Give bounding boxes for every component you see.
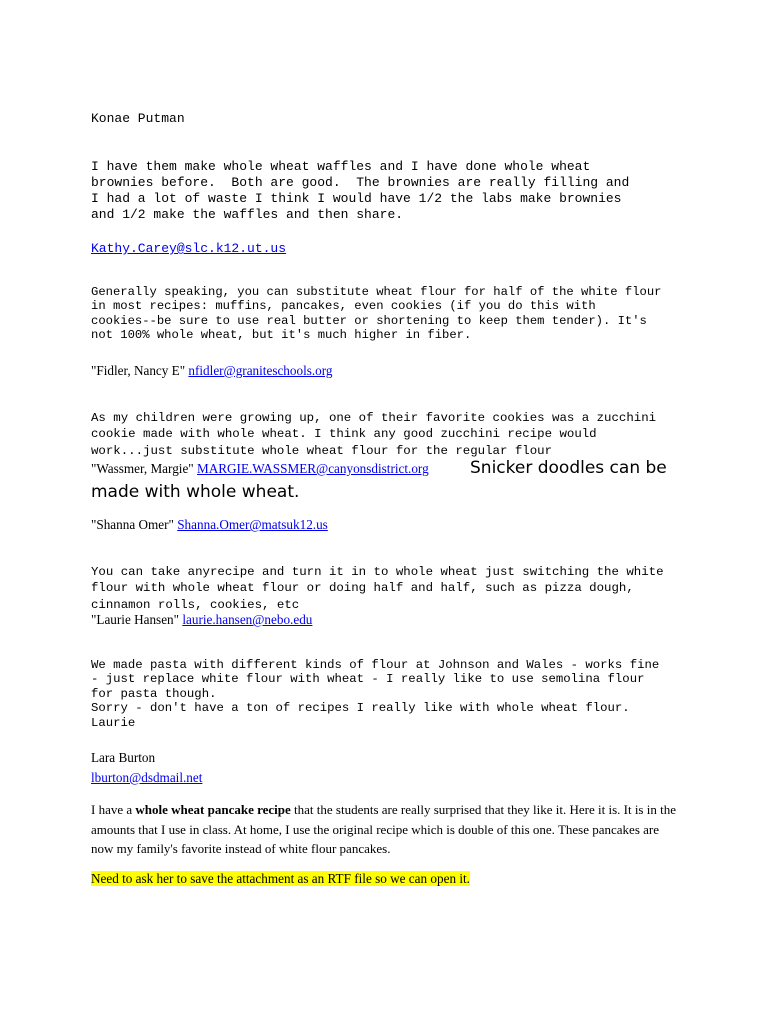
- fidler-line: work...just substitute whole wheat flour for the regular flour: [91, 443, 553, 458]
- burton-note-highlight: Need to ask her to save the attachment as an RTF file so we can open it.: [91, 871, 470, 886]
- omer-line: You can take anyrecipe and turn it in to whole wheat just switching the white: [91, 564, 664, 579]
- hansen-line: Sorry - don't have a ton of recipes I really like with whole wheat flour.: [91, 701, 630, 716]
- hansen-name: "Laurie Hansen": [91, 612, 180, 627]
- burton-name: Lara Burton: [91, 750, 156, 765]
- burton-para-pre: I have a: [91, 802, 136, 817]
- konae-name: Konae Putman: [91, 111, 185, 126]
- hansen-line: We made pasta with different kinds of flour at Johnson and Wales - works fine: [91, 657, 660, 672]
- burton-para-post: that the students are really surprised that they like it. Here it is. It is in the amounts that I use in class. At home, I use the original recipe which is double of this one. These pancakes are now my family's favorite instead of white flour pancakes.: [91, 802, 676, 856]
- omer-header: [91, 517, 328, 533]
- hansen-message: [91, 643, 659, 745]
- fidler-line: As my children were growing up, one of their favorite cookies was a zucchini: [91, 410, 657, 425]
- kathy-line: cookies--be sure to use real butter or shortening to keep them tender). It's: [91, 313, 647, 328]
- hansen-email-link[interactable]: laurie.hansen@nebo.edu: [182, 612, 313, 627]
- wassmer-message-part2: made with whole wheat.: [91, 482, 300, 502]
- hansen-line: Laurie: [91, 715, 136, 730]
- burton-email-link[interactable]: lburton@dsdmail.net: [91, 770, 203, 785]
- konae-line: I have them make whole wheat waffles and I have done whole wheat: [91, 159, 591, 174]
- kathy-line: in most recipes: muffins, pancakes, even cookies (if you do this with: [91, 299, 596, 314]
- konae-message: [91, 143, 629, 239]
- wassmer-header: [91, 461, 429, 477]
- omer-email-link[interactable]: Shanna.Omer@matsuk12.us: [177, 517, 328, 532]
- fidler-line: cookie made with whole wheat. I think any good zucchini recipe would: [91, 427, 597, 441]
- hansen-line: - just replace white flour with wheat - I really like to use semolina flour: [91, 672, 645, 687]
- konae-line: I had a lot of waste I think I would have 1/2 the labs make brownies: [91, 191, 622, 206]
- kathy-line: not 100% whole wheat, but it's much higher in fiber.: [91, 328, 472, 343]
- wassmer-message-part1: Snicker doodles can be: [470, 458, 667, 478]
- wassmer-name: "Wassmer, Margie": [91, 461, 194, 476]
- wassmer-email-link[interactable]: MARGIE.WASSMER@canyonsdistrict.org: [196, 461, 429, 476]
- konae-line: and 1/2 make the waffles and then share.: [91, 207, 404, 222]
- hansen-header: [91, 612, 312, 628]
- fidler-email-link[interactable]: nfidler@graniteschools.org: [188, 363, 333, 378]
- omer-line: flour with whole wheat flour or doing half and half, such as pizza dough,: [91, 581, 634, 595]
- konae-line: brownies before. Both are good. The brownies are really filling and: [91, 175, 630, 190]
- fidler-header: [91, 363, 333, 379]
- burton-paragraph: [91, 800, 683, 859]
- kathy-message: [91, 270, 661, 358]
- omer-name: "Shanna Omer": [91, 517, 174, 532]
- kathy-email-link[interactable]: Kathy.Carey@slc.k12.ut.us: [91, 241, 287, 256]
- fidler-name: "Fidler, Nancy E": [91, 363, 186, 378]
- burton-para-bold: whole wheat pancake recipe: [135, 802, 291, 817]
- kathy-line: Generally speaking, you can substitute wheat flour for half of the white flour: [91, 284, 662, 299]
- hansen-line: for pasta though.: [91, 686, 217, 701]
- omer-line: cinnamon rolls, cookies, etc: [91, 597, 300, 612]
